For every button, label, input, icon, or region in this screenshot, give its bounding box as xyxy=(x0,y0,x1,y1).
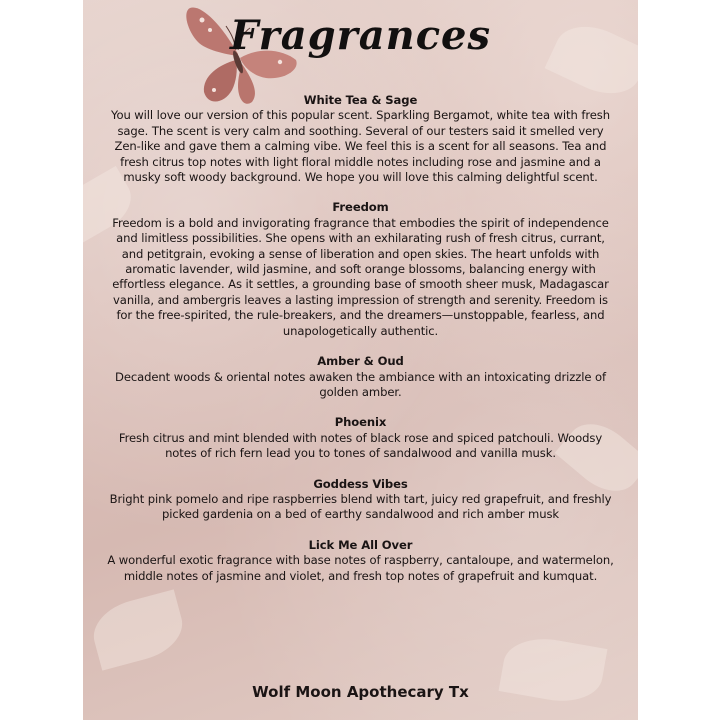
fragrance-sheet xyxy=(83,0,638,720)
fragrance-name: Lick Me All Over xyxy=(308,537,413,552)
fragrance-item xyxy=(105,477,616,523)
page-title: Fragrances xyxy=(229,12,492,59)
fragrance-item xyxy=(105,354,616,400)
fragrance-description: Freedom is a bold and invigorating fragrance that embodies the spirit of independence and limitless possibilities. She opens with an exhilarating rush of fresh citrus, currant, and petitgrain, evoking a sense of liberation and open skies. The heart unfolds with aromatic lavender, wild jasmine, and soft orange blossoms, balancing energy with effortless elegance. As it settles, a grounding base of smooth sheer musk, Madagascar vanilla, and ambergris leaves a lasting impression of strength and serenity. Freedom is for the free-spirited, the rule-breakers, and the dreamers—unstoppable, fearless, and unapologetically authentic. xyxy=(112,215,609,338)
leaf-decoration xyxy=(87,589,189,670)
brand-footer: Wolf Moon Apothecary Tx xyxy=(252,683,469,701)
fragrance-name: White Tea & Sage xyxy=(303,93,418,107)
fragrance-name: Goddess Vibes xyxy=(313,476,408,491)
fragrance-description: Fresh citrus and mint blended with notes of black rose and spiced patchouli. Woodsy notes of rich fern lead you to tones of sandalwood and vanilla musk. xyxy=(118,430,603,461)
fragrance-name: Amber & Oud xyxy=(317,354,404,369)
fragrance-item xyxy=(105,93,616,185)
fragrance-item xyxy=(105,538,616,584)
fragrance-list xyxy=(105,93,616,599)
fragrance-description: Bright pink pomelo and ripe raspberries blend with tart, juicy red grapefruit, and freshly picked gardenia on a bed of earthy sandalwood and rich amber musk xyxy=(109,491,612,522)
fragrance-description: You will love our version of this popular scent. Sparkling Bergamot, white tea with fresh sage. The scent is very calm and soothing. Several of our testers said it smelled very Zen-like and gave them a calming vibe. We feel this is a scent for all seasons. Tea and fresh citrus top notes with light floral middle notes including rose and jasmine and a musky soft woody background. We hope you will love this calming delightful scent. xyxy=(111,108,610,185)
fragrance-description: A wonderful exotic fragrance with base notes of raspberry, cantaloupe, and watermelon, middle notes of jasmine and violet, and fresh top notes of grapefruit and kumquat. xyxy=(107,553,614,583)
fragrance-item xyxy=(105,415,616,461)
fragrance-description: Decadent woods & oriental notes awaken the ambiance with an intoxicating drizzle of golden amber. xyxy=(115,369,606,399)
fragrance-name: Freedom xyxy=(332,200,389,215)
fragrance-item xyxy=(105,200,616,339)
fragrance-name: Phoenix xyxy=(334,415,387,430)
